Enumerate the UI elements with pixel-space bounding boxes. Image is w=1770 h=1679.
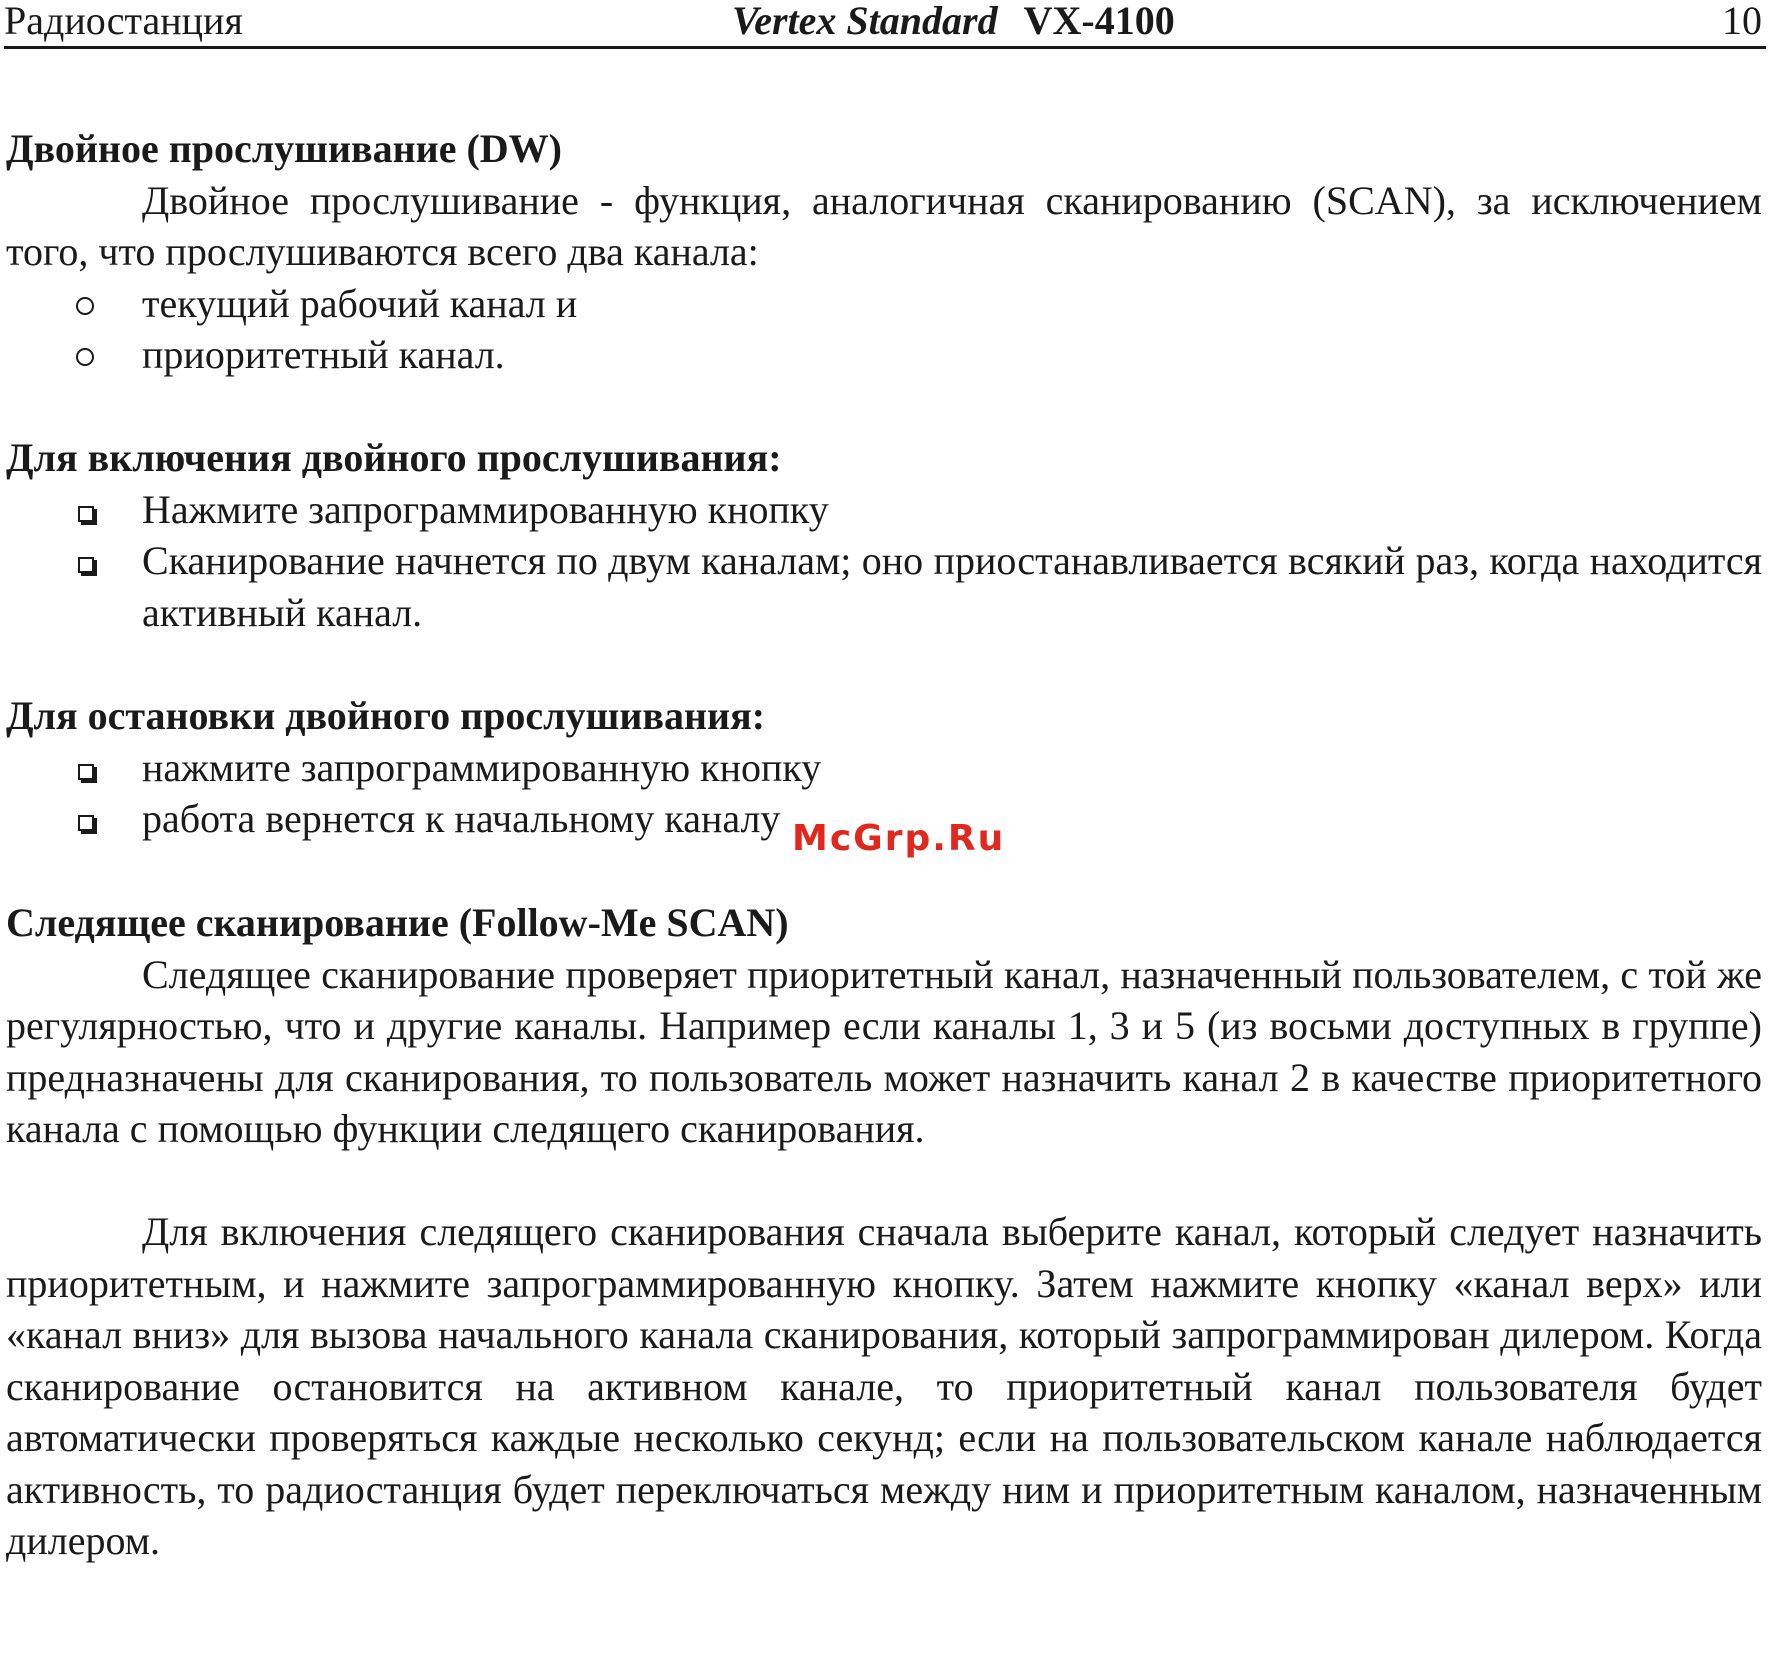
paragraph: Следящее сканирование проверяет приоритетный канал, назначенный пользователем, с той же регулярностью, что и другие каналы. Например если каналы 1, 3 и 5 (из восьми доступных в группе) предназначены для сканирования, то пользователь может назначить канал 2 в качестве приоритетного канала с помощью функции следящего сканирования. — [6, 951, 1762, 1151]
bullet-list — [6, 278, 1762, 381]
page-header — [4, 0, 1766, 49]
list-item-text: текущий рабочий канал и — [142, 280, 578, 326]
paragraph: Двойное прослушивание - функция, аналогичная сканированию (SCAN), за исключением того, что прослушиваются всего два канала: — [6, 177, 1762, 274]
section-follow-me-scan — [6, 897, 1762, 1567]
watermark: McGrp.Ru — [792, 818, 1006, 859]
bullet-list — [6, 484, 1762, 639]
list-item — [6, 535, 1762, 638]
header-title: Радиостанция — [4, 0, 243, 43]
checkbox-bullet-icon — [74, 484, 114, 536]
section-enable-dual-watch — [6, 432, 1762, 638]
header-product — [732, 0, 1175, 44]
paragraph: Для включения следящего сканирования сначала выберите канал, который следует назначить приоритетным, и нажмите запрограммированную кнопку. Затем нажмите кнопку «канал верх» или «канал вниз» для вызова начального канала сканирования, который запрограммирован дилером. Когда сканирование остановится на активном канале, то приоритетный канал пользователя будет автоматически проверяться каждые несколько секунд; если на пользовательском канале наблюдается активность, то радиостанция будет переключаться между ним и приоритетным каналом, назначенным дилером. — [6, 1209, 1762, 1563]
section-heading: Для включения двойного прослушивания: — [6, 435, 782, 480]
checkbox-bullet-icon — [74, 535, 114, 587]
list-item-text: Сканирование начнется по двум каналам; оно приостанавливается всякий раз, когда находится активный канал. — [142, 538, 1762, 635]
list-item-text: приоритетный канал. — [142, 332, 505, 377]
list-item-text: работа вернется к начальному каналу — [142, 796, 781, 841]
list-item-text: Нажмите запрограммированную кнопку — [142, 486, 829, 532]
circle-bullet-icon — [74, 278, 114, 330]
header-model: VX-4100 — [1023, 0, 1175, 43]
section-heading: Следящее сканирование (Follow-Me SCAN) — [6, 900, 789, 945]
list-item — [6, 329, 1762, 381]
header-brand: Vertex Standard — [732, 0, 998, 43]
section-heading: Двойное прослушивание (DW) — [6, 126, 562, 171]
page-number: 10 — [1722, 0, 1762, 43]
section-heading: Для остановки двойного прослушивания: — [6, 693, 766, 738]
list-item — [6, 742, 1762, 794]
circle-bullet-icon — [74, 329, 114, 381]
checkbox-bullet-icon — [74, 793, 114, 845]
list-item — [6, 484, 1762, 536]
list-item-text: нажмите запрограммированную кнопку — [142, 744, 822, 790]
section-dual-watch — [6, 123, 1762, 381]
checkbox-bullet-icon — [74, 742, 114, 794]
list-item — [6, 278, 1762, 330]
